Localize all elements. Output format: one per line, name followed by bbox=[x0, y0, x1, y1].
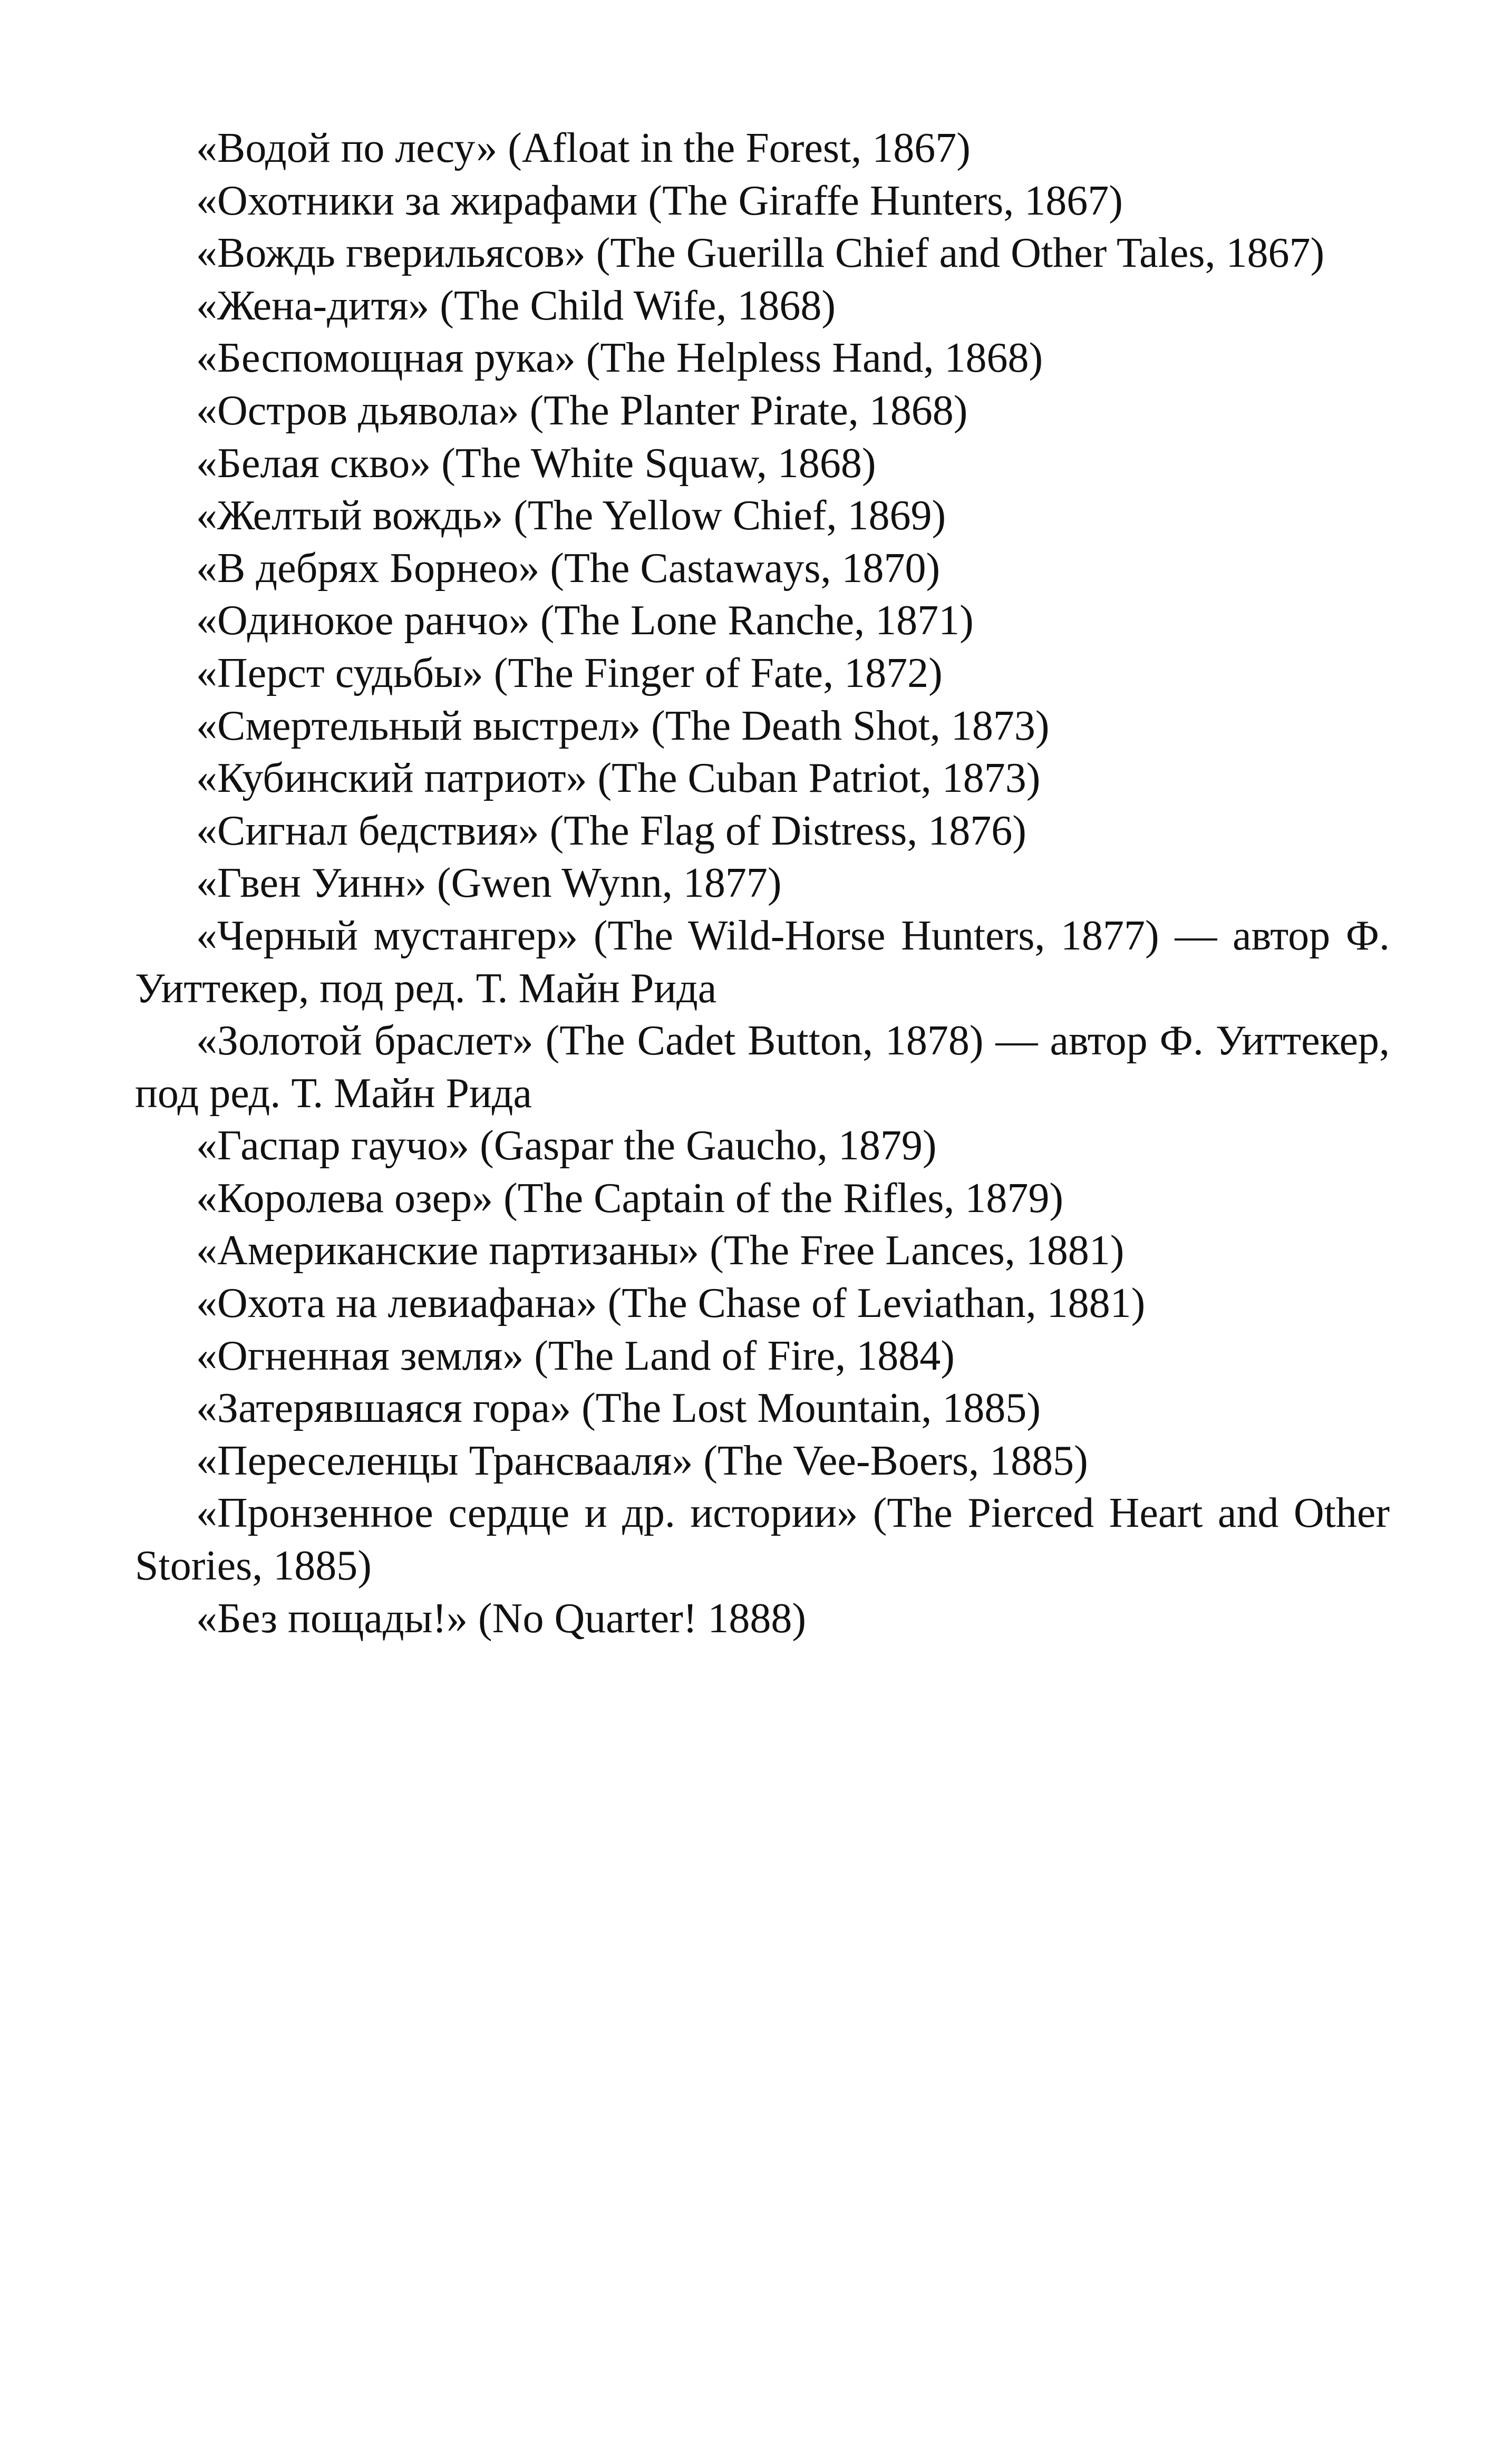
book-entry: «Гвен Уинн» (Gwen Wynn, 1877) bbox=[196, 860, 782, 907]
book-entry: «Переселенцы Трансвааля» (The Vee-Boers, 1885) bbox=[196, 1437, 1088, 1484]
book-entry: «Охотники за жирафами (The Giraffe Hunters, 1867) bbox=[196, 177, 1123, 224]
book-list bbox=[135, 122, 1390, 1645]
book-entry: «Смертельный выстрел» (The Death Shot, 1873) bbox=[196, 702, 1050, 749]
book-entry: «В дебрях Борнео» (The Castaways, 1870) bbox=[196, 545, 941, 592]
book-entry: «Белая скво» (The White Squaw, 1868) bbox=[196, 440, 876, 487]
book-entry: «Американские партизаны» (The Free Lances, 1881) bbox=[196, 1227, 1125, 1274]
book-entry: «Водой по лесу» (Afloat in the Forest, 1867) bbox=[196, 125, 971, 171]
book-entry: «Затерявшаяся гора» (The Lost Mountain, 1885) bbox=[196, 1385, 1041, 1432]
book-entry: «Гаспар гаучо» (Gaspar the Gaucho, 1879) bbox=[196, 1122, 937, 1169]
book-entry: «Сигнал бедствия» (The Flag of Distress, 1876) bbox=[196, 807, 1026, 854]
book-entry: «Одинокое ранчо» (The Lone Ranche, 1871) bbox=[196, 597, 974, 644]
book-entry: «Остров дьявола» (The Planter Pirate, 1868) bbox=[196, 387, 968, 434]
book-entry: «Кубинский патриот» (The Cuban Patriot, 1873) bbox=[196, 755, 1041, 802]
book-entry: «Без пощады!» (No Quarter! 1888) bbox=[196, 1595, 807, 1642]
book-entry: «Жена-дитя» (The Child Wife, 1868) bbox=[196, 282, 836, 329]
book-entry: «Черный мустангер» (The Wild-Horse Hunters, 1877) — автор Ф. Уиттекер, под ред. Т. Майн Рида bbox=[135, 912, 1390, 1012]
book-entry: «Королева озер» (The Captain of the Rifles, 1879) bbox=[196, 1175, 1064, 1222]
book-entry: «Золотой браслет» (The Cadet Button, 1878) — автор Ф. Уиттекер, под ред. Т. Майн Рида bbox=[135, 1018, 1390, 1117]
book-entry: «Желтый вождь» (The Yellow Chief, 1869) bbox=[196, 492, 946, 539]
book-entry: «Перст судьбы» (The Finger of Fate, 1872) bbox=[196, 650, 943, 696]
book-entry: «Огненная земля» (The Land of Fire, 1884) bbox=[196, 1332, 955, 1379]
book-entry: «Охота на левиафана» (The Chase of Leviathan, 1881) bbox=[196, 1280, 1146, 1327]
book-entry: «Пронзенное сердце и др. истории» (The Pierced Heart and Other Stories, 1885) bbox=[135, 1490, 1390, 1590]
book-entry: «Беспомощная рука» (The Helpless Hand, 1868) bbox=[196, 335, 1043, 382]
book-entry: «Вождь гверильясов» (The Guerilla Chief and Other Tales, 1867) bbox=[196, 230, 1325, 277]
